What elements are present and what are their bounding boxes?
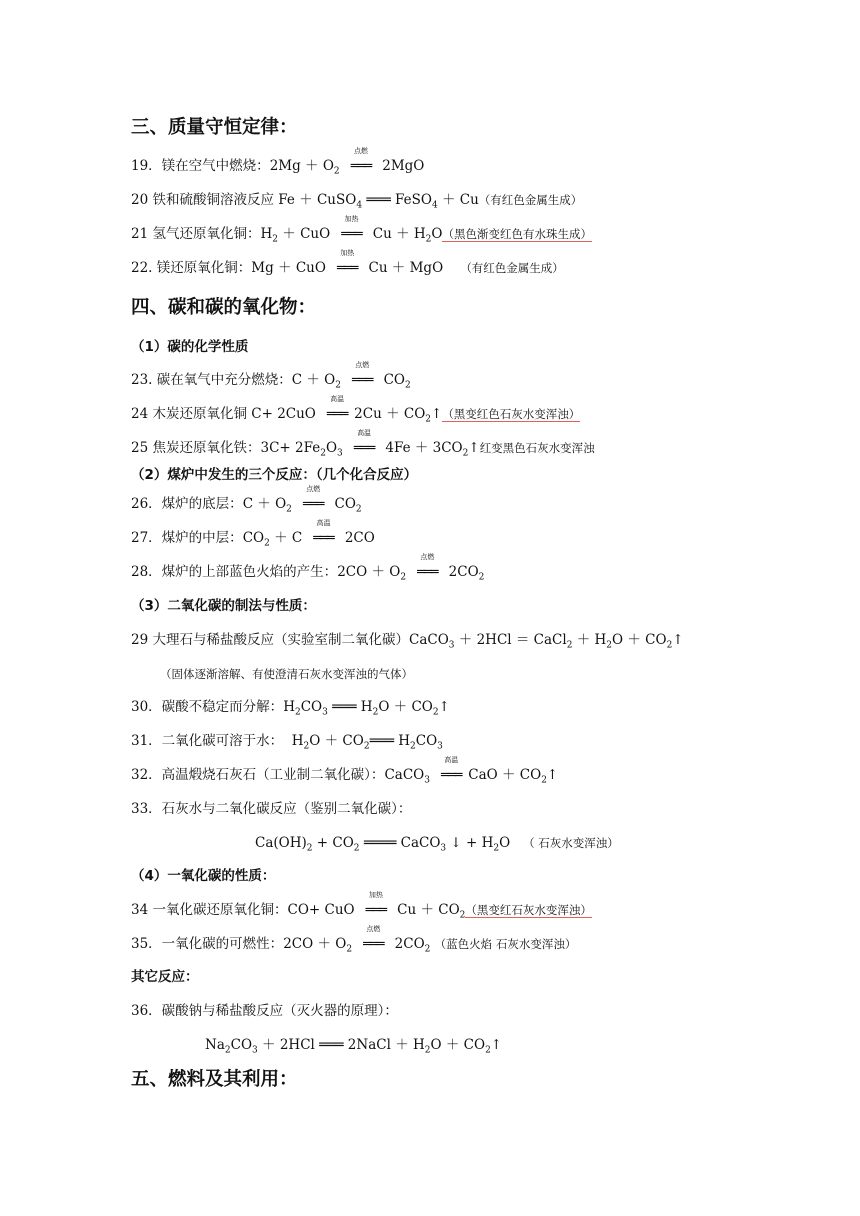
condition-ignite: 点燃 ═══ <box>350 147 372 174</box>
condition-heat: 加热 ═══ <box>341 215 362 242</box>
reaction-20: 20 铁和硫酸铜溶液反应 Fe ＋ CuSO$_4$ ═══ FeSO$_4$ ＋ Cu（有红色金属生成） <box>131 192 583 211</box>
reaction-label: 28．煤炉的上部蓝色火焰的产生： <box>131 564 338 580</box>
condition-ignite: 点燃 ═══ <box>363 925 384 952</box>
reaction-note: （蓝色火焰 石灰水变浑浊） <box>434 937 577 951</box>
reaction-28: 28．煤炉的上部蓝色火焰的产生：$2CO + O_2$ 点燃 ═══ $2CO_2$ <box>131 553 485 583</box>
reaction-33 <box>131 800 411 818</box>
reaction-30: 30．碳酸不稳定而分解：$H_2CO_3$ ═══ $H_2O$ ＋ $CO_2↑$ <box>131 699 450 718</box>
reaction-23: 23. 碳在氧气中充分燃烧：$C + O_2$ 点燃 ═══ $CO_2$ <box>131 361 411 391</box>
reaction-36 <box>131 1002 398 1020</box>
reaction-31: 31．二氧化碳可溶于水： $H_2O$ ＋ $CO_2═══$ $H_2CO_3$ <box>131 733 443 752</box>
reaction-label: 25 焦炭还原氧化铁： <box>131 440 261 456</box>
reaction-24: 24 木炭还原氧化铜 C+ 2CuO 高温 ═══ $2Cu + CO_2↑$（黑变红色石灰水变浑浊） <box>131 395 581 425</box>
condition-high-temp: 高温 ═══ <box>326 395 348 422</box>
reaction-label: 34 一氧化碳还原氧化铜： <box>131 902 288 918</box>
condition-ignite: 点燃 ═══ <box>352 361 373 388</box>
reaction-label: 19．镁在空气中燃烧： <box>131 158 270 174</box>
reaction-label: 20 铁和硫酸铜溶液反应 <box>131 192 279 208</box>
reaction-32: 32．高温煅烧石灰石（工业制二氧化碳）：CaCO$_3$ 高温 ═══ CaO ＋ $CO_2↑$ <box>131 756 559 786</box>
reaction-27: 27．煤炉的中层：$CO_2 + C$ 高温 ═══ 2CO <box>131 519 375 549</box>
reaction-label: 32．高温煅烧石灰石（工业制二氧化碳）： <box>131 767 385 783</box>
reaction-33-equation: $Ca(OH)_2 + CO_2$ ════ CaCO$_3$ ↓ + $H_2O$ （ 石灰水变浑浊） <box>255 835 619 854</box>
section-heading-mass-conservation: 三、质量守恒定律： <box>131 117 298 138</box>
reaction-note: （有红色金属生成） <box>478 193 583 207</box>
reaction-label: 21 氢气还原氧化铜： <box>131 226 261 242</box>
reaction-note: （ 石灰水变浑浊） <box>523 836 619 850</box>
reaction-label: 26．煤炉的底层： <box>131 496 243 512</box>
subheading-co-properties: （4）一氧化碳的性质： <box>131 868 276 884</box>
subheading-carbon-properties: （1）碳的化学性质 <box>131 339 249 355</box>
condition-high-temp: 高温 ═══ <box>353 429 375 456</box>
reaction-34: 34 一氧化碳还原氧化铜：CO+ CuO 加热 ═══ $Cu + CO_2$（黑变红石灰水变浑浊） <box>131 891 592 921</box>
reaction-26: 26．煤炉的底层：$C + O_2$ 点燃 ═══ $CO_2$ <box>131 485 362 515</box>
condition-ignite: 点燃 ═══ <box>417 553 438 580</box>
reaction-label: 36．碳酸钠与稀盐酸反应（灭火器的原理）： <box>131 1003 398 1019</box>
reaction-label: 22. 镁还原氧化铜： <box>131 260 252 276</box>
reaction-19: 19．镁在空气中燃烧：$2Mg + O_2$ 点燃 ═══ 2MgO <box>131 147 425 177</box>
section-heading-carbon: 四、碳和碳的氧化物： <box>131 297 317 318</box>
reaction-35: 35．一氧化碳的可燃性：$2CO + O_2$ 点燃 ═══ $2CO_2$ （蓝色火焰 石灰水变浑浊） <box>131 925 577 955</box>
reaction-label: 24 木炭还原氧化铜 <box>131 406 252 422</box>
reaction-29: 29 大理石与稀盐酸反应（实验室制二氧化碳）CaCO$_3$ ＋ 2HCl ＝ CaCl$_2$ ＋ $H_2O$ ＋ $CO_2↑$ <box>131 632 684 651</box>
reaction-note: 红变黑色石灰水变浑浊 <box>479 441 595 455</box>
reaction-label: 31．二氧化碳可溶于水： <box>131 733 284 749</box>
reaction-note: （有红色金属生成） <box>460 261 564 275</box>
reaction-25: 25 焦炭还原氧化铁：$3C+ 2Fe_2O_3$ 高温 ═══ $4Fe + 3CO_2↑$红变黑色石灰水变浑浊 <box>131 429 595 459</box>
reaction-label: 33．石灰水与二氧化碳反应（鉴别二氧化碳）： <box>131 801 412 817</box>
subheading-stove-reactions: （2）煤炉中发生的三个反应：（几个化合反应） <box>131 467 418 483</box>
reaction-21: 21 氢气还原氧化铜：$H_2$ ＋ CuO 加热 ═══ $Cu + H_2O$（黑色渐变红色有水珠生成） <box>131 215 592 245</box>
reaction-22: 22. 镁还原氧化铜：Mg ＋ CuO 加热 ═══ Cu ＋ MgO （有红色金属生成） <box>131 249 564 276</box>
reaction-29-note: （固体逐渐溶解、有使澄清石灰水变浑浊的气体） <box>160 667 413 681</box>
condition-ignite: 点燃 ═══ <box>302 485 324 512</box>
condition-high-temp: 高温 ═══ <box>441 756 462 783</box>
reaction-36-equation: $Na_2CO_3 + 2HCl$ ═══ 2NaCl ＋ $H_2O$ ＋ $CO_2↑$ <box>205 1037 503 1056</box>
subheading-co2-preparation: （3）二氧化碳的制法与性质： <box>131 598 316 614</box>
section-heading-fuels: 五、燃料及其利用： <box>131 1069 298 1090</box>
condition-heat: 加热 ═══ <box>336 249 358 276</box>
reaction-note: （黑变红色石灰水变浑浊） <box>442 407 581 421</box>
reaction-label: 27．煤炉的中层： <box>131 530 243 546</box>
subheading-other-reactions: 其它反应： <box>131 969 199 985</box>
reaction-label: 30．碳酸不稳定而分解： <box>131 699 284 715</box>
condition-high-temp: 高温 ═══ <box>313 519 334 546</box>
reaction-label: 35．一氧化碳的可燃性： <box>131 936 284 952</box>
condition-heat: 加热 ═══ <box>365 891 387 918</box>
reaction-note: （黑色渐变红色有水珠生成） <box>442 227 592 241</box>
reaction-label: 29 大理石与稀盐酸反应（实验室制二氧化碳） <box>131 632 409 648</box>
reaction-label: 23. 碳在氧气中充分燃烧： <box>131 372 292 388</box>
reaction-note: （黑变红石灰水变浑浊） <box>465 903 592 917</box>
